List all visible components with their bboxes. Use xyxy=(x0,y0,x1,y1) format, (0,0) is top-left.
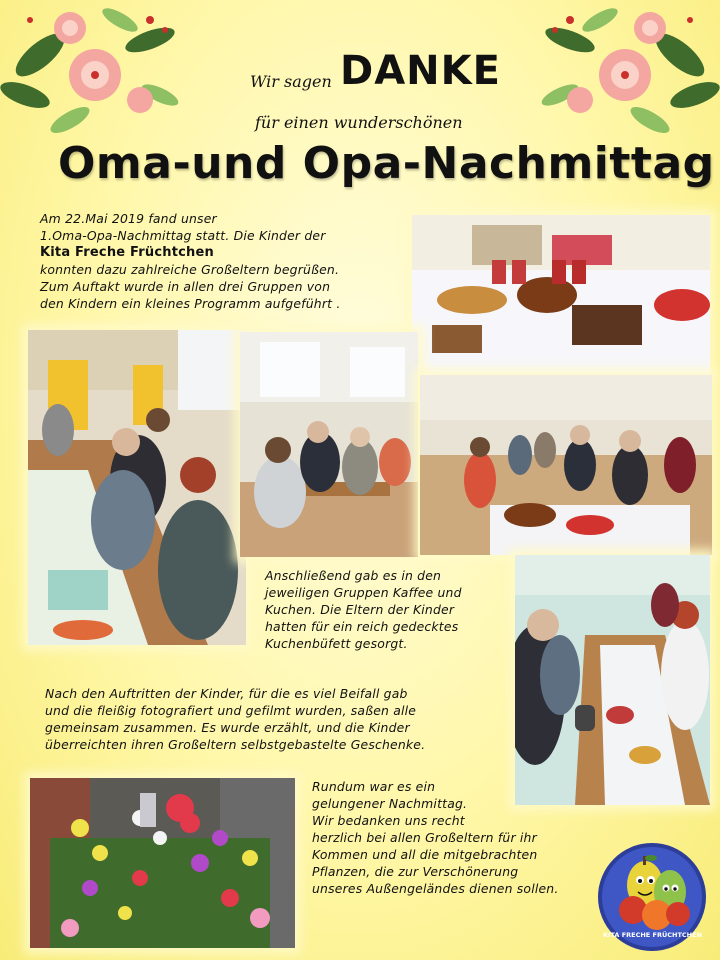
closing-paragraph xyxy=(312,778,602,897)
page-title: Oma-und Opa-Nachmittag xyxy=(58,138,715,189)
closing-line: herzlich bei allen Großeltern für ihr xyxy=(312,830,537,845)
middle-line: Anschließend gab es in den xyxy=(265,568,442,583)
closing-line: gelungener Nachmittag. xyxy=(312,796,468,811)
flower-decoration-left xyxy=(0,0,185,140)
photo-coffee-table xyxy=(515,555,710,805)
photo-plants xyxy=(30,778,295,948)
kita-logo xyxy=(595,840,710,955)
photo-big-room xyxy=(420,375,712,555)
wir-sagen-text: Wir sagen xyxy=(250,72,332,91)
photo-cake-table xyxy=(412,215,710,375)
intro-line: konnten dazu zahlreiche Großeltern begrüßen. xyxy=(40,262,340,277)
after-line: gemeinsam zusammen. Es wurde erzählt, und die Kinder xyxy=(45,720,410,735)
subline-text: für einen wunderschönen xyxy=(255,113,463,132)
logo-text: KITA FRECHE FRÜCHTCHEN xyxy=(603,931,702,939)
middle-line: Kuchenbüfett gesorgt. xyxy=(265,636,408,651)
intro-paragraph xyxy=(40,210,420,312)
after-paragraph xyxy=(45,685,505,753)
closing-line: Kommen und all die mitgebrachten xyxy=(312,847,538,862)
photo-group-room xyxy=(240,332,418,557)
closing-line: Wir bedanken uns recht xyxy=(312,813,465,828)
kita-name: Kita Freche Früchtchen xyxy=(40,245,214,260)
middle-line: jeweiligen Gruppen Kaffee und xyxy=(265,585,462,600)
after-line: überreichten ihren Großeltern selbstgebastelte Geschenke. xyxy=(45,737,426,752)
middle-line: Kuchen. Die Eltern der Kinder xyxy=(265,602,455,617)
photo-long-table xyxy=(28,330,246,645)
intro-line: 1.Oma-Opa-Nachmittag statt. Die Kinder der xyxy=(40,228,326,243)
intro-line: Zum Auftakt wurde in allen drei Gruppen von xyxy=(40,279,331,294)
after-line: Nach den Auftritten der Kinder, für die es viel Beifall gab xyxy=(45,686,408,701)
intro-line: Am 22.Mai 2019 fand unser xyxy=(40,211,217,226)
closing-line: Rundum war es ein xyxy=(312,779,436,794)
closing-line: Pflanzen, die zur Verschönerung xyxy=(312,864,519,879)
danke-heading: DANKE xyxy=(340,48,501,94)
closing-line: unseres Außengeländes dienen sollen. xyxy=(312,881,559,896)
after-line: und die fleißig fotografiert und gefilmt wurden, saßen alle xyxy=(45,703,417,718)
middle-paragraph xyxy=(265,567,515,652)
middle-line: hatten für ein reich gedecktes xyxy=(265,619,459,634)
intro-line: den Kindern ein kleines Programm aufgeführt . xyxy=(40,296,341,311)
flower-decoration-right xyxy=(535,0,720,140)
